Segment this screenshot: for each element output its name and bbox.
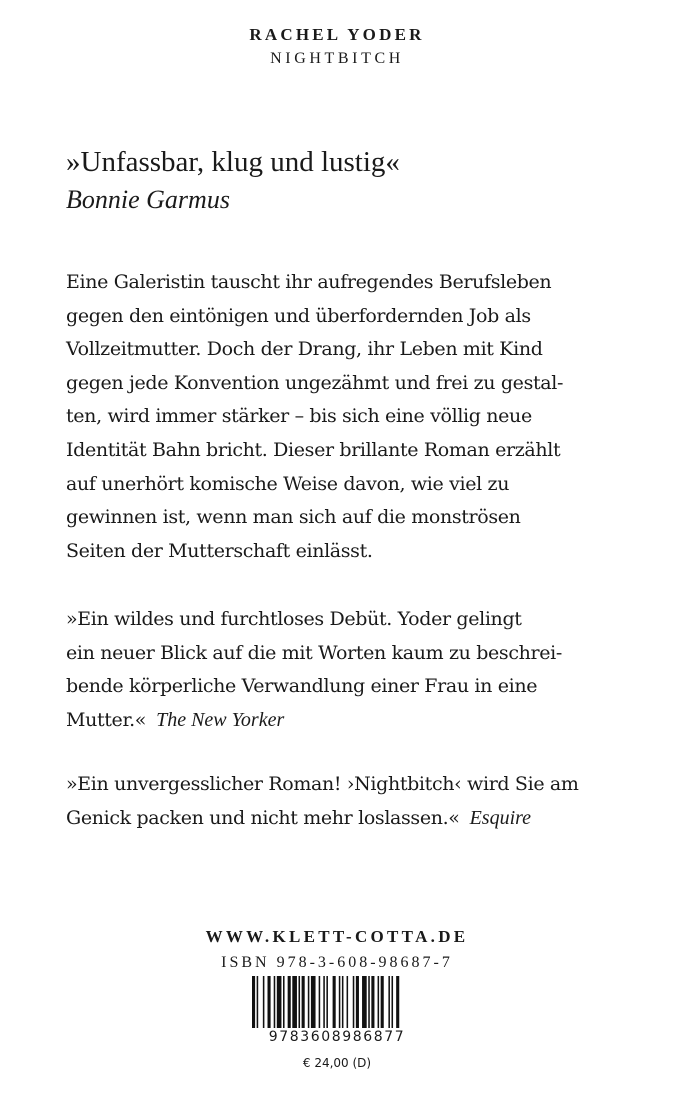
review-quote-new-yorker	[66, 603, 626, 737]
price-label: € 24,00 (D)	[302, 1056, 372, 1070]
publisher-footer	[0, 925, 674, 974]
review-quote-line: Genick packen und nicht mehr loslassen.«	[66, 806, 460, 829]
isbn-number: ISBN 978-3-608-98687-7	[221, 954, 453, 971]
description-line: Seiten der Mutterschaft einlässt.	[66, 539, 373, 562]
cover-header	[0, 24, 674, 70]
book-author: RACHEL YODER	[249, 25, 425, 44]
review-quote-line: Mutter.«	[66, 708, 147, 731]
review-quote-last-line	[66, 802, 626, 836]
description-line: Eine Galeristin tauscht ihr aufregendes Berufsleben	[66, 271, 552, 293]
publisher-url: WWW.KLETT-COTTA.DE	[205, 927, 469, 946]
headline-quote: »Unfassbar, klug und lustig«	[66, 146, 400, 178]
description-line: Identität Bahn bricht. Dieser brillante Roman erzählt	[66, 438, 561, 461]
review-quote-line: ein neuer Blick auf die mit Worten kaum zu beschrei-	[66, 641, 562, 664]
review-source: Esquire	[469, 806, 532, 829]
description-line: auf unerhört komische Weise davon, wie viel zu	[66, 472, 510, 495]
review-source: The New Yorker	[156, 708, 285, 731]
description-line: gegen jede Konvention ungezähmt und frei zu gestal-	[66, 371, 564, 394]
review-quote-last-line	[66, 704, 626, 738]
description-line: gewinnen ist, wenn man sich auf die monströsen	[66, 506, 521, 529]
review-quote-line: »Ein wildes und furchtloses Debüt. Yoder gelingt	[66, 608, 522, 630]
book-title: NIGHTBITCH	[270, 50, 404, 67]
review-quote-line: bende körperliche Verwandlung einer Frau in eine	[66, 675, 538, 698]
description-line: Vollzeitmutter. Doch der Drang, ihr Leben mit Kind	[66, 338, 543, 361]
review-quote-esquire	[66, 768, 626, 835]
description-line: ten, wird immer stärker – bis sich eine völlig neue	[66, 405, 532, 428]
review-quote-line: »Ein unvergesslicher Roman! ›Nightbitch‹ wird Sie am	[66, 773, 579, 795]
barcode	[238, 976, 436, 1048]
headline-quote-block	[66, 143, 626, 219]
book-description	[66, 266, 626, 568]
barcode-digits: 9783608986877	[238, 1028, 436, 1046]
description-line: gegen den eintönigen und überfordernden Job als	[66, 304, 531, 327]
headline-quote-author: Bonnie Garmus	[66, 185, 230, 214]
